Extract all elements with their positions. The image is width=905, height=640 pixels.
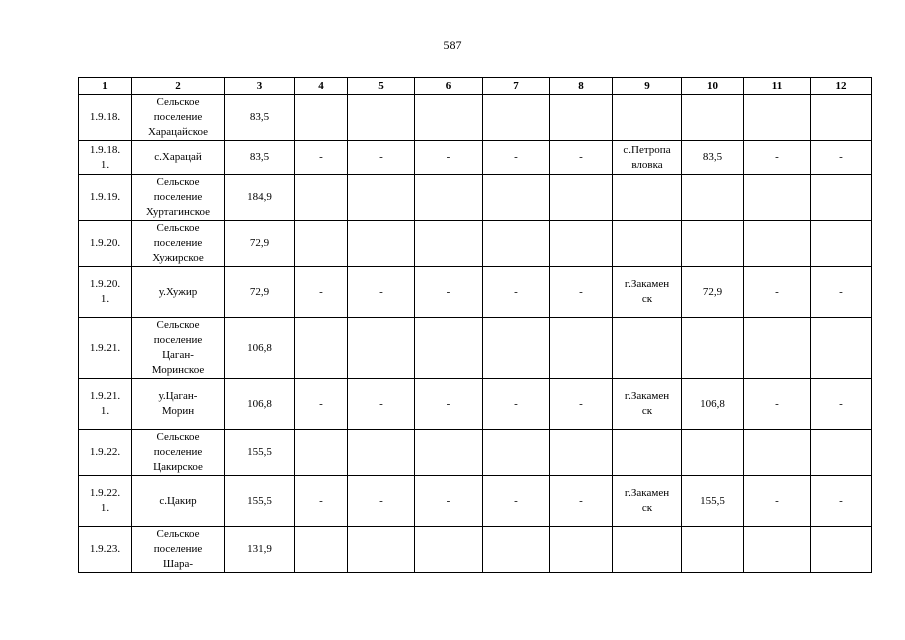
table-cell <box>483 527 550 573</box>
table-cell <box>79 476 132 527</box>
table-cell <box>550 430 613 476</box>
table-cell <box>550 221 613 267</box>
table-cell <box>682 379 744 430</box>
table-cell <box>348 95 415 141</box>
table-cell <box>132 527 225 573</box>
table-cell <box>225 527 295 573</box>
table-cell <box>613 221 682 267</box>
table-cell <box>811 476 872 527</box>
table-cell <box>79 430 132 476</box>
table-cell <box>613 527 682 573</box>
table-cell <box>225 430 295 476</box>
table-cell <box>79 318 132 379</box>
table-cell <box>348 318 415 379</box>
cell-text: 83,5 <box>702 151 723 163</box>
cell-text: 1.9.19. <box>89 191 121 203</box>
col-header: 2 <box>132 78 225 95</box>
table-cell <box>295 476 348 527</box>
cell-text: - <box>379 494 383 507</box>
table-cell <box>682 527 744 573</box>
cell-text: - <box>839 397 843 410</box>
cell-text: Сельское поселение Цакирское <box>153 431 203 473</box>
cell-text: 1.9.21. <box>89 341 121 354</box>
header-row <box>79 78 872 95</box>
cell-text: - <box>514 494 518 507</box>
table-row <box>79 221 872 267</box>
cell-text: Сельское поселение Хуртагинское <box>145 176 211 218</box>
col-header: 10 <box>682 78 744 95</box>
cell-text: 106,8 <box>247 341 272 354</box>
table-row <box>79 95 872 141</box>
page-number: 587 <box>443 38 462 52</box>
table-cell <box>744 318 811 379</box>
col-header: 3 <box>225 78 295 95</box>
table-cell <box>132 379 225 430</box>
col-header: 1 <box>79 78 132 95</box>
table-cell <box>415 141 483 175</box>
cell-text: 1.9.18. <box>89 111 121 123</box>
table-cell <box>415 527 483 573</box>
table-cell <box>225 318 295 379</box>
table-cell <box>550 318 613 379</box>
cell-text: 1.9.23. <box>89 543 121 555</box>
table-cell <box>348 379 415 430</box>
cell-text: - <box>319 285 323 298</box>
col-header: 9 <box>613 78 682 95</box>
cell-text: у.Цаган- Морин <box>158 390 198 417</box>
cell-text: - <box>579 151 583 163</box>
table-cell <box>682 476 744 527</box>
cell-text: 72,9 <box>249 285 270 298</box>
cell-text: Сельское поселение Шара- <box>153 528 203 570</box>
col-header: 8 <box>550 78 613 95</box>
table-cell <box>744 221 811 267</box>
cell-text: 83,5 <box>249 151 270 163</box>
cell-text: - <box>579 397 583 410</box>
cell-text: - <box>446 151 451 163</box>
table-cell <box>811 95 872 141</box>
cell-text: 131,9 <box>247 543 272 555</box>
col-header: 11 <box>744 78 811 95</box>
cell-text: - <box>514 285 518 298</box>
table-cell <box>348 527 415 573</box>
cell-text: с.Цакир <box>159 494 197 507</box>
table-cell <box>811 267 872 318</box>
table-cell <box>415 476 483 527</box>
col-header: 6 <box>415 78 483 95</box>
table-row <box>79 527 872 573</box>
table-cell <box>132 267 225 318</box>
cell-text: - <box>379 151 383 163</box>
cell-text: 1.9.22. <box>89 446 121 458</box>
table-cell <box>613 430 682 476</box>
table-cell <box>550 527 613 573</box>
table-cell <box>415 318 483 379</box>
table-cell <box>132 476 225 527</box>
table-cell <box>295 527 348 573</box>
table-cell <box>295 175 348 221</box>
cell-text: 1.9.20. <box>89 237 121 249</box>
cell-text: г.Закамен ск <box>624 390 670 417</box>
cell-text: Сельское поселение Цаган- Моринское <box>151 319 205 376</box>
table-cell <box>811 379 872 430</box>
table-cell <box>483 430 550 476</box>
table-cell <box>550 141 613 175</box>
cell-text: 106,8 <box>247 397 272 410</box>
table-cell <box>295 95 348 141</box>
col-header: 7 <box>483 78 550 95</box>
table-cell <box>682 430 744 476</box>
table-cell <box>744 175 811 221</box>
cell-text: - <box>319 494 323 507</box>
table-cell <box>295 267 348 318</box>
table-cell <box>295 141 348 175</box>
table-cell <box>132 141 225 175</box>
table-cell <box>415 175 483 221</box>
cell-text: - <box>446 494 451 507</box>
cell-text: у.Хужир <box>158 285 198 298</box>
table-cell <box>225 476 295 527</box>
table-cell <box>744 379 811 430</box>
cell-text: - <box>319 151 323 163</box>
cell-text: - <box>379 397 383 410</box>
table-cell <box>744 141 811 175</box>
table-cell <box>415 95 483 141</box>
cell-text: 155,5 <box>247 446 272 458</box>
table-cell <box>79 141 132 175</box>
table-row <box>79 318 872 379</box>
table-row <box>79 267 872 318</box>
table-cell <box>483 379 550 430</box>
col-header: 12 <box>811 78 872 95</box>
table-cell <box>225 141 295 175</box>
table-cell <box>682 267 744 318</box>
table-cell <box>348 267 415 318</box>
cell-text: - <box>446 285 451 298</box>
table-cell <box>295 221 348 267</box>
table-cell <box>295 318 348 379</box>
table-cell <box>811 527 872 573</box>
cell-text: 72,9 <box>249 237 270 249</box>
table-cell <box>79 95 132 141</box>
table-cell <box>483 318 550 379</box>
cell-text: - <box>775 397 779 410</box>
table-cell <box>225 267 295 318</box>
table-row <box>79 379 872 430</box>
table-cell <box>415 379 483 430</box>
cell-text: 83,5 <box>249 111 270 123</box>
table-cell <box>225 221 295 267</box>
cell-text: 1.9.20. 1. <box>89 278 121 305</box>
cell-text: - <box>579 285 583 298</box>
cell-text: г.Закамен ск <box>624 278 670 305</box>
table-cell <box>613 267 682 318</box>
cell-text: - <box>514 151 518 163</box>
table-cell <box>811 141 872 175</box>
table-cell <box>682 95 744 141</box>
cell-text: Сельское поселение Харацайское <box>147 96 209 138</box>
table-cell <box>811 175 872 221</box>
col-header: 4 <box>295 78 348 95</box>
table-cell <box>682 175 744 221</box>
table-cell <box>348 430 415 476</box>
cell-text: Сельское поселение Хужирское <box>152 222 204 264</box>
table-cell <box>132 221 225 267</box>
table-cell <box>550 175 613 221</box>
table-row <box>79 430 872 476</box>
table-cell <box>550 379 613 430</box>
table-cell <box>483 221 550 267</box>
cell-text: с.Петропа вловка <box>623 143 671 171</box>
cell-text: - <box>514 397 518 410</box>
table-cell <box>811 221 872 267</box>
table-cell <box>682 318 744 379</box>
cell-text: с.Харацай <box>154 151 202 163</box>
table-cell <box>225 95 295 141</box>
table-cell <box>348 476 415 527</box>
table-cell <box>613 175 682 221</box>
table-cell <box>744 95 811 141</box>
table-cell <box>348 175 415 221</box>
table-cell <box>811 430 872 476</box>
table-cell <box>79 527 132 573</box>
table-cell <box>225 379 295 430</box>
table-cell <box>415 267 483 318</box>
cell-text: 1.9.21. 1. <box>89 390 121 417</box>
table-cell <box>348 221 415 267</box>
cell-text: - <box>775 151 779 163</box>
table-cell <box>295 430 348 476</box>
table-cell <box>811 318 872 379</box>
cell-text: - <box>839 285 843 298</box>
table-cell <box>132 175 225 221</box>
table-row <box>79 141 872 175</box>
col-header: 5 <box>348 78 415 95</box>
table-cell <box>79 379 132 430</box>
table-cell <box>550 95 613 141</box>
table-cell <box>79 221 132 267</box>
table-cell <box>132 430 225 476</box>
table-cell <box>483 267 550 318</box>
cell-text: - <box>579 494 583 507</box>
cell-text: - <box>446 397 451 410</box>
table-cell <box>483 175 550 221</box>
cell-text: 1.9.18. 1. <box>89 143 121 171</box>
table-cell <box>550 267 613 318</box>
table-cell <box>483 95 550 141</box>
cell-text: 1.9.22. 1. <box>89 487 121 514</box>
table-cell <box>483 141 550 175</box>
table-cell <box>295 379 348 430</box>
table-cell <box>613 318 682 379</box>
table-cell <box>79 267 132 318</box>
table-cell <box>613 141 682 175</box>
table-cell <box>415 221 483 267</box>
table-cell <box>682 221 744 267</box>
cell-text: 184,9 <box>247 191 272 203</box>
table-cell <box>744 430 811 476</box>
cell-text: 106,8 <box>700 397 725 410</box>
table-cell <box>744 267 811 318</box>
table-cell <box>613 95 682 141</box>
table-cell <box>132 95 225 141</box>
cell-text: 155,5 <box>247 494 272 507</box>
cell-text: 155,5 <box>700 494 725 507</box>
table-row <box>79 175 872 221</box>
table-cell <box>79 175 132 221</box>
cell-text: - <box>839 151 843 163</box>
table-cell <box>483 476 550 527</box>
data-table <box>78 77 872 573</box>
cell-text: - <box>379 285 383 298</box>
table-cell <box>613 476 682 527</box>
table-cell <box>744 527 811 573</box>
cell-text: - <box>775 285 779 298</box>
table-cell <box>682 141 744 175</box>
table-cell <box>613 379 682 430</box>
table-row <box>79 476 872 527</box>
cell-text: - <box>775 494 779 507</box>
table-cell <box>225 175 295 221</box>
table-cell <box>415 430 483 476</box>
table-cell <box>348 141 415 175</box>
cell-text: г.Закамен ск <box>624 487 670 514</box>
cell-text: - <box>319 397 323 410</box>
table-cell <box>744 476 811 527</box>
cell-text: - <box>839 494 843 507</box>
table-cell <box>550 476 613 527</box>
table-cell <box>132 318 225 379</box>
cell-text: 72,9 <box>702 285 723 298</box>
